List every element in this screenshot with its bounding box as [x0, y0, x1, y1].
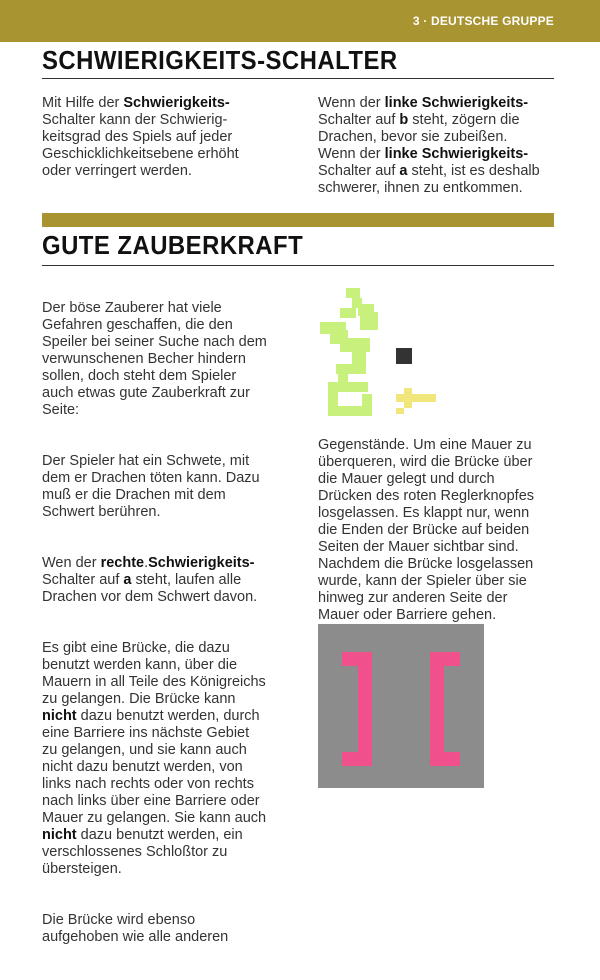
section-divider-band [42, 213, 554, 227]
magic-left-column [42, 283, 302, 980]
difficulty-intro-text: Mit Hilfe der Schwierigkeits- Schalter kann der Schwierig- keitsgrad des Spiels auf jeder Geschicklichkeitsebene erhöht oder verringert werden. [42, 95, 239, 179]
bridge-sprite [318, 624, 484, 788]
section-header-bar [0, 0, 600, 42]
paragraph-bridge-pickup: Die Brücke wird ebenso aufgehoben wie alle anderen [42, 912, 229, 945]
paragraph-bridge: Es gibt eine Brücke, die dazu benutzt werden kann, über die Mauern in all Teile des Königreichs zu gelangen. Die Brücke kann nicht dazu benutzt werden, durch eine Barriere ins nächste Gebiet zu gelangen, und sie kann auch nicht dazu benutzt werden, von links nach rechts oder von rechts nach links über eine Barriere oder Mauer zu gelangen. Sie kann auch nicht dazu benutzt werden, ein verschlossenes Schloßtor zu übersteigen. [42, 640, 267, 877]
paragraph-right-switch: Wen der rechte.Schwierigkeits- Schalter auf a steht, laufen alle Drachen vor dem Schwert davon. [42, 555, 258, 605]
title-good-magic: GUTE ZAUBERKRAFT [42, 230, 304, 260]
paragraph-intro: Der böse Zauberer hat viele Gefahren geschaffen, die den Speiler bei seiner Suche nach dem verwunschenen Becher hindern sollen, doch steht dem Spieler auch etwas gute Zauberkraft zur Seite: [42, 300, 267, 418]
title-rule-2 [42, 265, 554, 266]
paragraph-sword: Der Spieler hat ein Schwete, mit dem er Drachen töten kann. Dazu muß er die Drachen mit dem Schwert berühren. [42, 453, 260, 520]
sprites-illustration [300, 282, 500, 422]
sword-sprite [396, 388, 436, 414]
difficulty-right-text: Wenn der linke Schwierigkeits- Schalter auf b steht, zögern die Drachen, bevor sie zubeißen. Wenn der linke Schwierigkeits- Schalter auf a steht, ist es deshalb schwerer, ihnen zu entkommen. [318, 95, 540, 196]
dragon-sprite [320, 288, 378, 416]
player-square [396, 348, 412, 364]
title-difficulty-switches: SCHWIERIGKEITS-SCHALTER [42, 45, 398, 75]
section-label: 3 · DEUTSCHE GRUPPE [412, 14, 554, 28]
bridge-right-text: Gegenstände. Um eine Mauer zu überqueren, wird die Brücke über die Mauer gelegt und durch Drücken des roten Reglerknopfes losgelassen. Es klappt nur, wenn die Enden der Brücke auf beiden Seiten der Mauer sichtbar sind. Nachdem die Brücke losgelassen wurde, kann der Spieler über sie hinweg zur anderen Seite der Mauer oder Barriere gehen. [318, 437, 535, 623]
title-rule [42, 78, 554, 79]
